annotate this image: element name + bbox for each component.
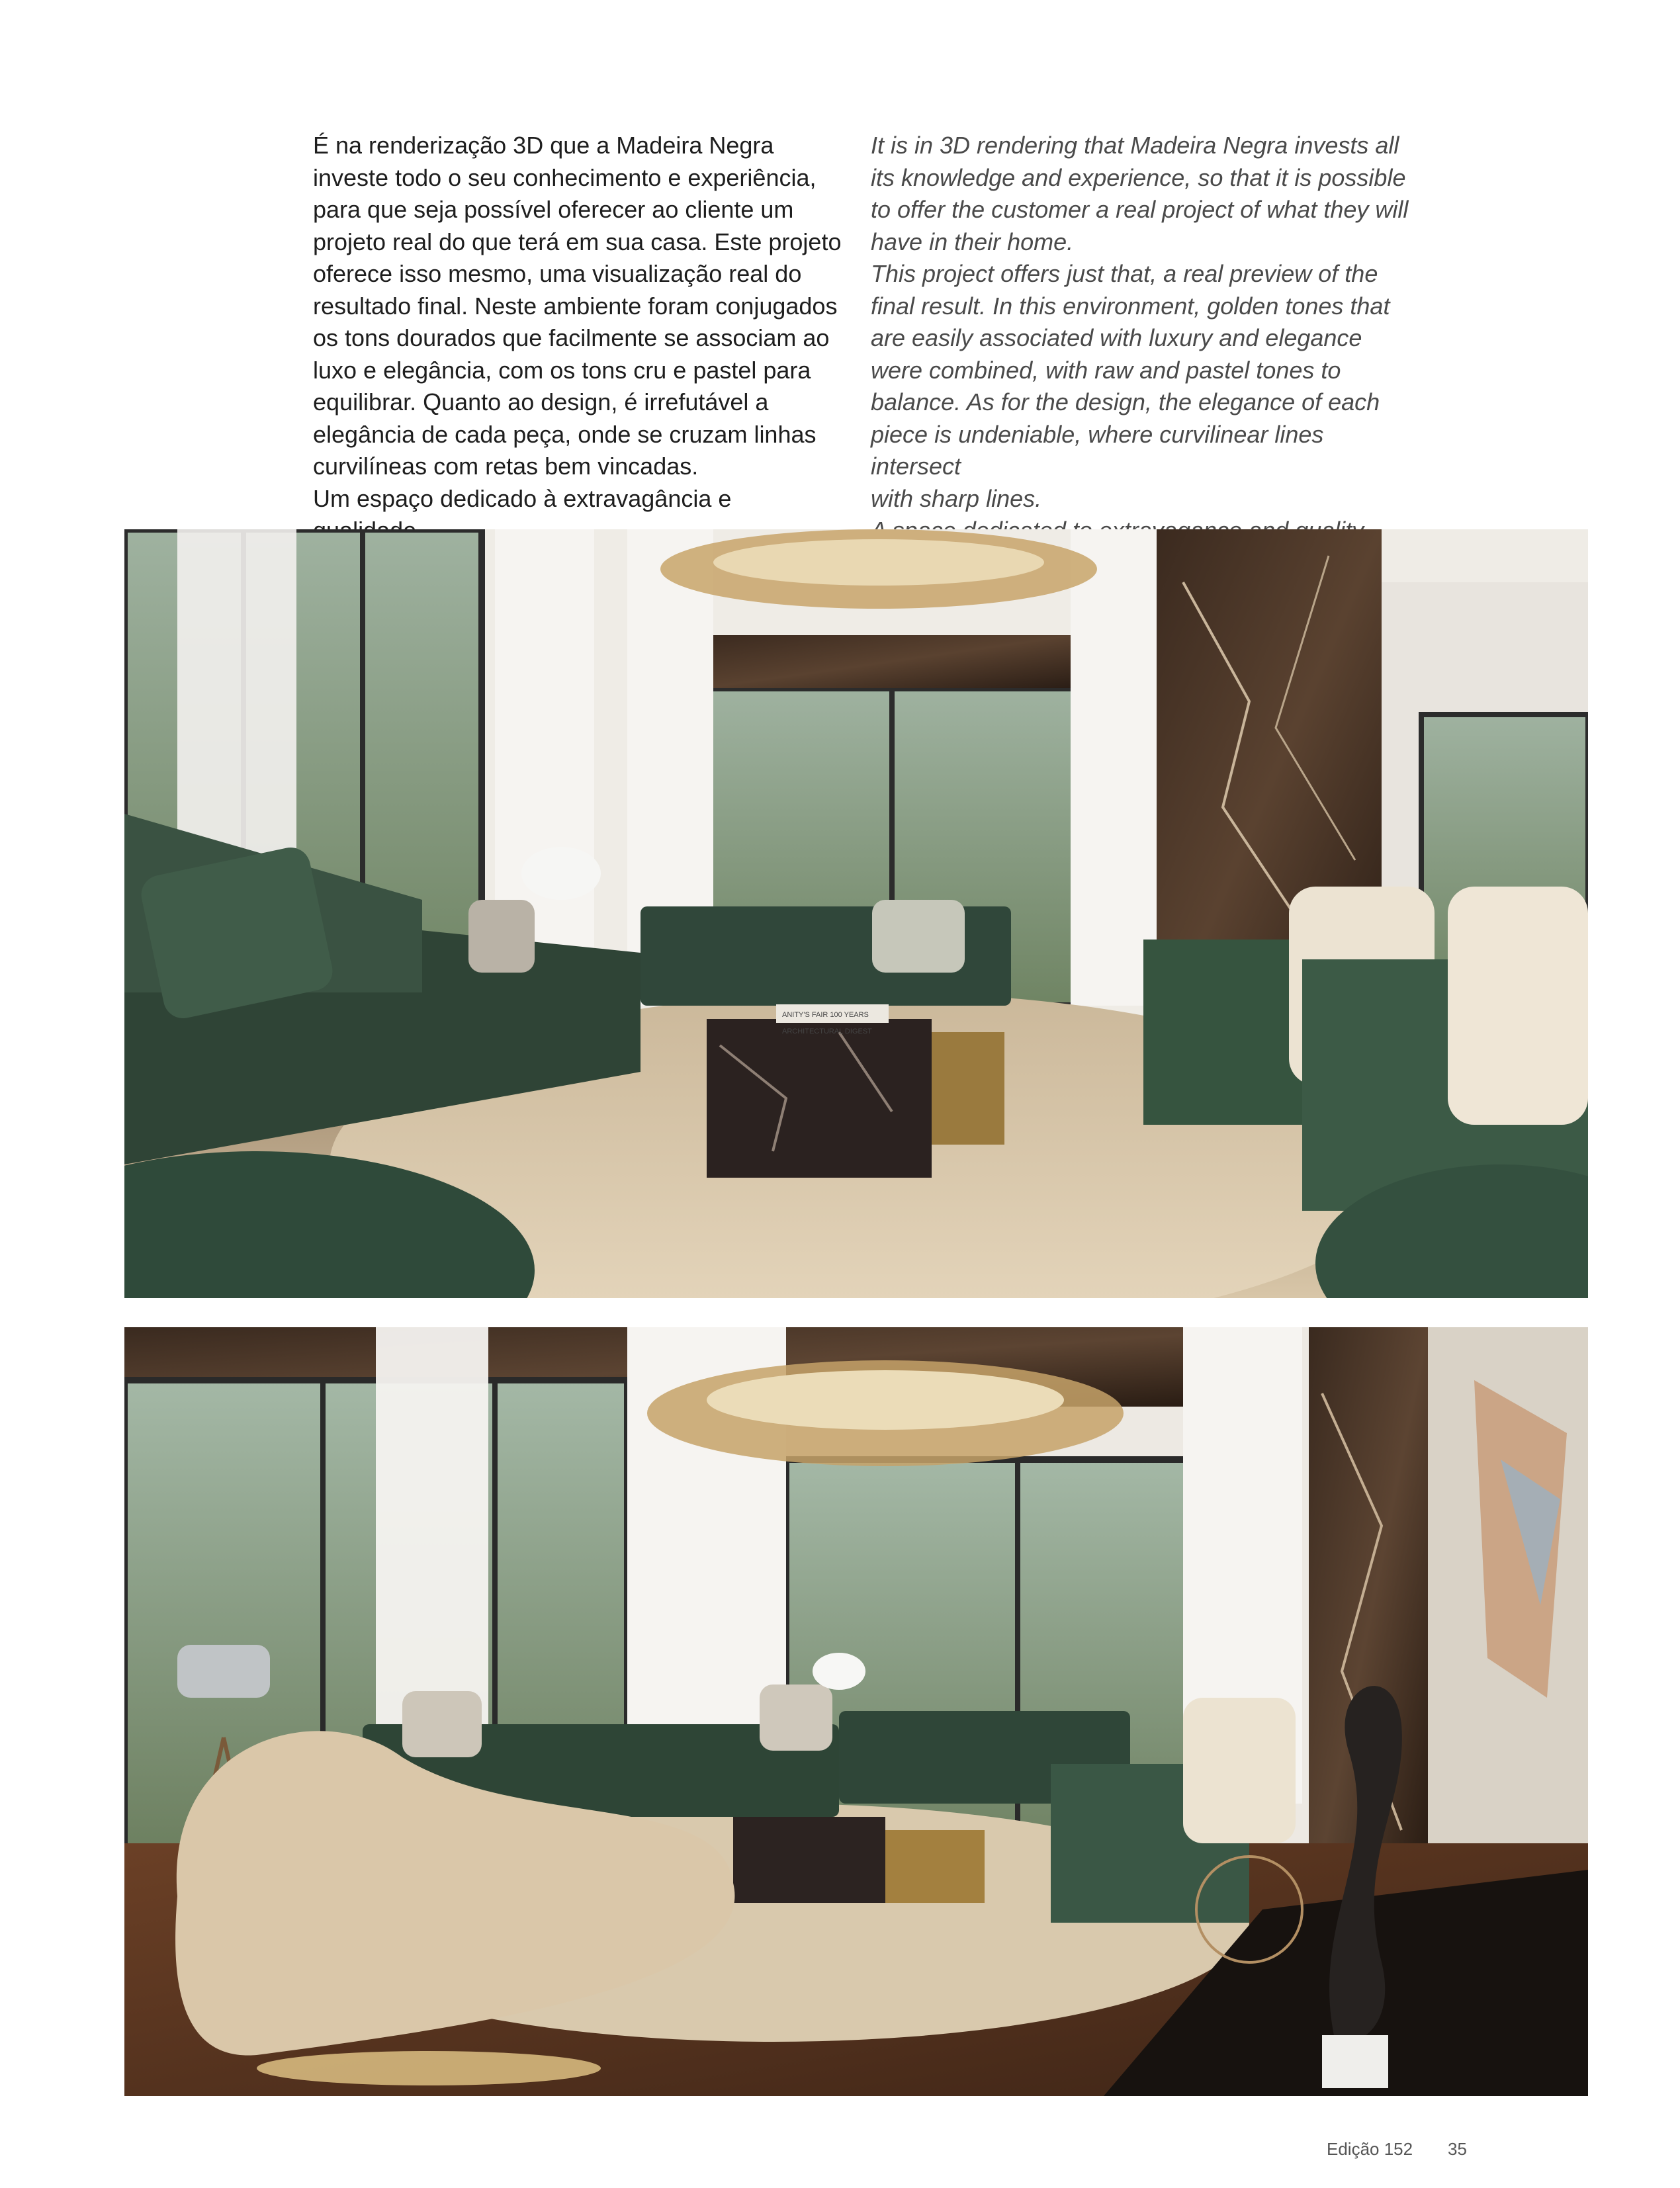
text-line: projeto real do que terá em sua casa. Este projeto — [313, 228, 842, 255]
english-text-column — [871, 130, 1413, 547]
book-title-bottom: ARCHITECTURAL DIGEST — [782, 1028, 872, 1035]
text-line: balance. As for the design, the elegance of each — [871, 388, 1380, 416]
text-line: its knowledge and experience, so that it is possible — [871, 163, 1406, 191]
text-line: investe todo o seu conhecimento e experiência, — [313, 163, 817, 191]
text-line: oferece isso mesmo, uma visualização real do — [313, 260, 802, 287]
text-line: para que seja possível oferecer ao cliente um — [313, 196, 794, 223]
book-title-top: ANITY'S FAIR 100 YEARS — [782, 1011, 869, 1019]
text-line: with sharp lines. — [871, 484, 1042, 512]
text-line: luxo e elegância, com os tons cru e pastel para — [313, 356, 811, 384]
text-line: final result. In this environment, golden tones that — [871, 292, 1390, 320]
text-line: have in their home. — [871, 228, 1074, 255]
living-room-render-top — [124, 529, 1588, 1298]
living-room-render-bottom — [124, 1327, 1588, 2096]
edition-label: Edição 152 — [1327, 2139, 1413, 2159]
portuguese-text-column — [313, 130, 842, 547]
page-number: 35 — [1448, 2139, 1467, 2159]
text-line: elegância de cada peça, onde se cruzam linhas — [313, 420, 817, 448]
text-line: equilibrar. Quanto ao design, é irrefutável a — [313, 388, 769, 416]
text-line: resultado final. Neste ambiente foram conjugados — [313, 292, 838, 320]
text-line: to offer the customer a real project of what they will — [871, 196, 1409, 223]
living-room-photo-top — [124, 529, 1588, 1298]
text-line: curvilíneas com retas bem vincadas. — [313, 453, 699, 480]
text-line: were combined, with raw and pastel tones to — [871, 356, 1341, 384]
text-line: É na renderização 3D que a Madeira Negra — [313, 132, 774, 159]
text-line: are easily associated with luxury and elegance — [871, 324, 1362, 351]
text-line: Um espaço dedicado à extravagância e — [313, 484, 732, 512]
text-line: piece is undeniable, where curvilinear lines intersect — [871, 420, 1324, 480]
text-line: os tons dourados que facilmente se associam ao — [313, 324, 830, 351]
text-line: This project offers just that, a real preview of the — [871, 260, 1378, 287]
living-room-photo-bottom — [124, 1327, 1588, 2096]
text-line: It is in 3D rendering that Madeira Negra invests all — [871, 132, 1399, 159]
